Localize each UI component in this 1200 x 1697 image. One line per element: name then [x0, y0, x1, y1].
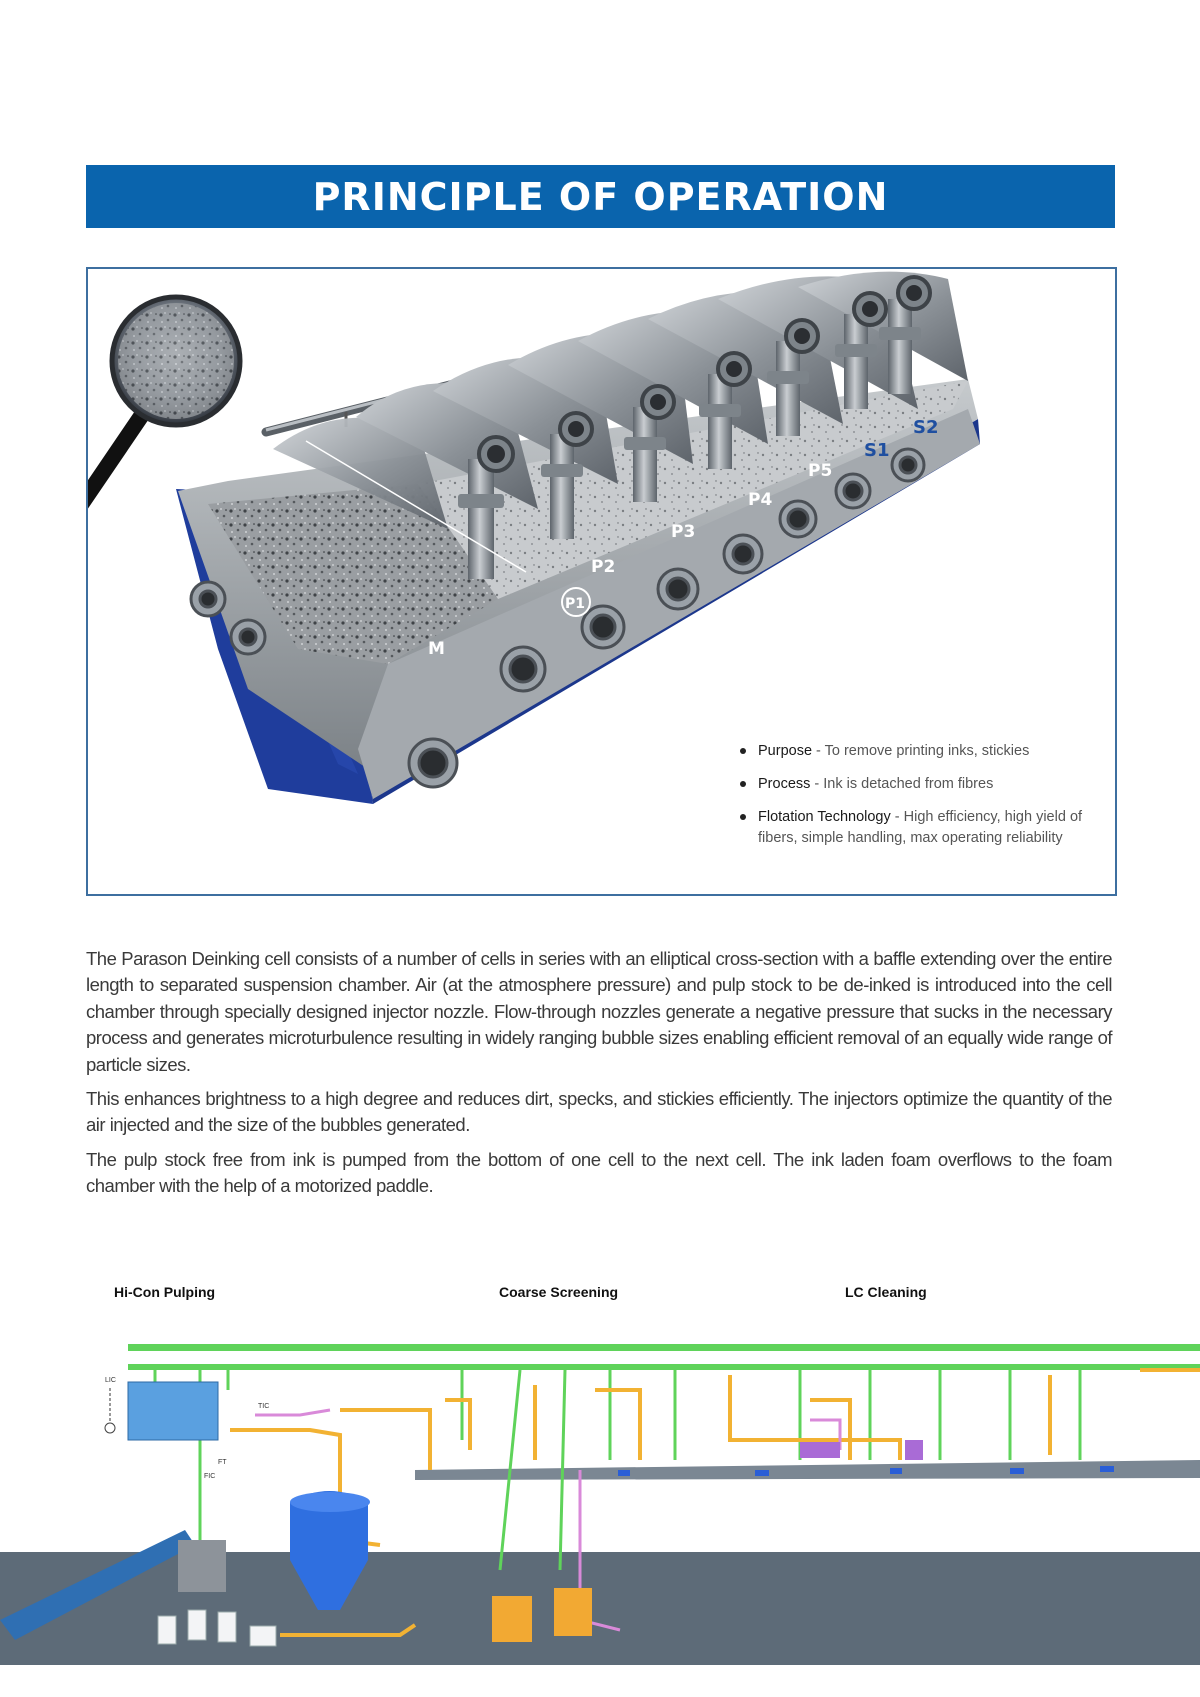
feature-list — [738, 741, 1098, 861]
cell-label-m: M — [428, 639, 445, 659]
upper-platform — [415, 1460, 1200, 1480]
paragraph: The Parason Deinking cell consists of a number of cells in series with an elliptical cross-section with a baffle extending over the entire length to separated suspension chamber. Air (at the atmosphere pressure) and pulp stock to be de-inked is introduced into the cell chamber through specially designed injector nozzle. Flow-through nozzles generate a negative pressure that sucks in the necessary process and generates microturbulence resulting in widely ranging bubble sizes enabling efficient removal of an equally wide range of particle sizes. — [86, 948, 1112, 1075]
stage-label-cleaning: LC Cleaning — [845, 1284, 927, 1300]
list-item: Flotation Technology - High efficiency, high yield of fibers, simple handling, max operating reliability — [738, 807, 1098, 849]
drum-pulper — [178, 1540, 226, 1592]
stage-label-screening: Coarse Screening — [499, 1284, 619, 1300]
cell-label-p2: P2 — [591, 557, 616, 577]
page-title: PRINCIPLE OF OPERATION — [312, 174, 889, 219]
list-item: Process - Ink is detached from fibres — [738, 774, 1098, 795]
instrument-tag: LIC — [105, 1377, 116, 1384]
process-schematic — [0, 1320, 1200, 1665]
instrument-tag: TIC — [258, 1403, 270, 1410]
cell-label-p3: P3 — [671, 522, 696, 542]
description-text — [86, 946, 1112, 1208]
chest-tank — [492, 1596, 532, 1642]
magnifying-glass-icon — [88, 297, 240, 509]
green-header-pipe — [128, 1344, 1200, 1351]
paragraph: This enhances brightness to a high degree and reduces dirt, specks, and stickies efficiently. The injectors optimize the quantity of the air injected and the size of the bubbles generated. — [86, 1088, 1112, 1136]
section-banner — [86, 165, 1115, 228]
storage-tank — [128, 1382, 218, 1440]
paragraph: The pulp stock free from ink is pumped from the bottom of one cell to the next cell. The ink laden foam overflows to the foam chamber with the help of a motorized paddle. — [86, 1148, 1112, 1197]
chest-tank — [554, 1588, 592, 1636]
cell-label-s2: S2 — [913, 417, 939, 438]
cell-label-p1: P1 — [565, 596, 586, 612]
process-schematic-drawing — [0, 1320, 1200, 1665]
green-header-pipe — [128, 1364, 1200, 1370]
list-item: Purpose - To remove printing inks, stickies — [738, 741, 1098, 762]
valve-icon — [105, 1423, 115, 1433]
instrument-tag: FT — [218, 1459, 227, 1466]
stage-label-pulping: Hi-Con Pulping — [114, 1284, 216, 1300]
instrument-tag: FIC — [204, 1473, 216, 1480]
cell-label-s1: S1 — [864, 440, 890, 461]
cell-label-p5: P5 — [808, 461, 833, 481]
cell-label-p4: P4 — [748, 490, 773, 510]
deinking-cell-figure — [86, 267, 1117, 896]
